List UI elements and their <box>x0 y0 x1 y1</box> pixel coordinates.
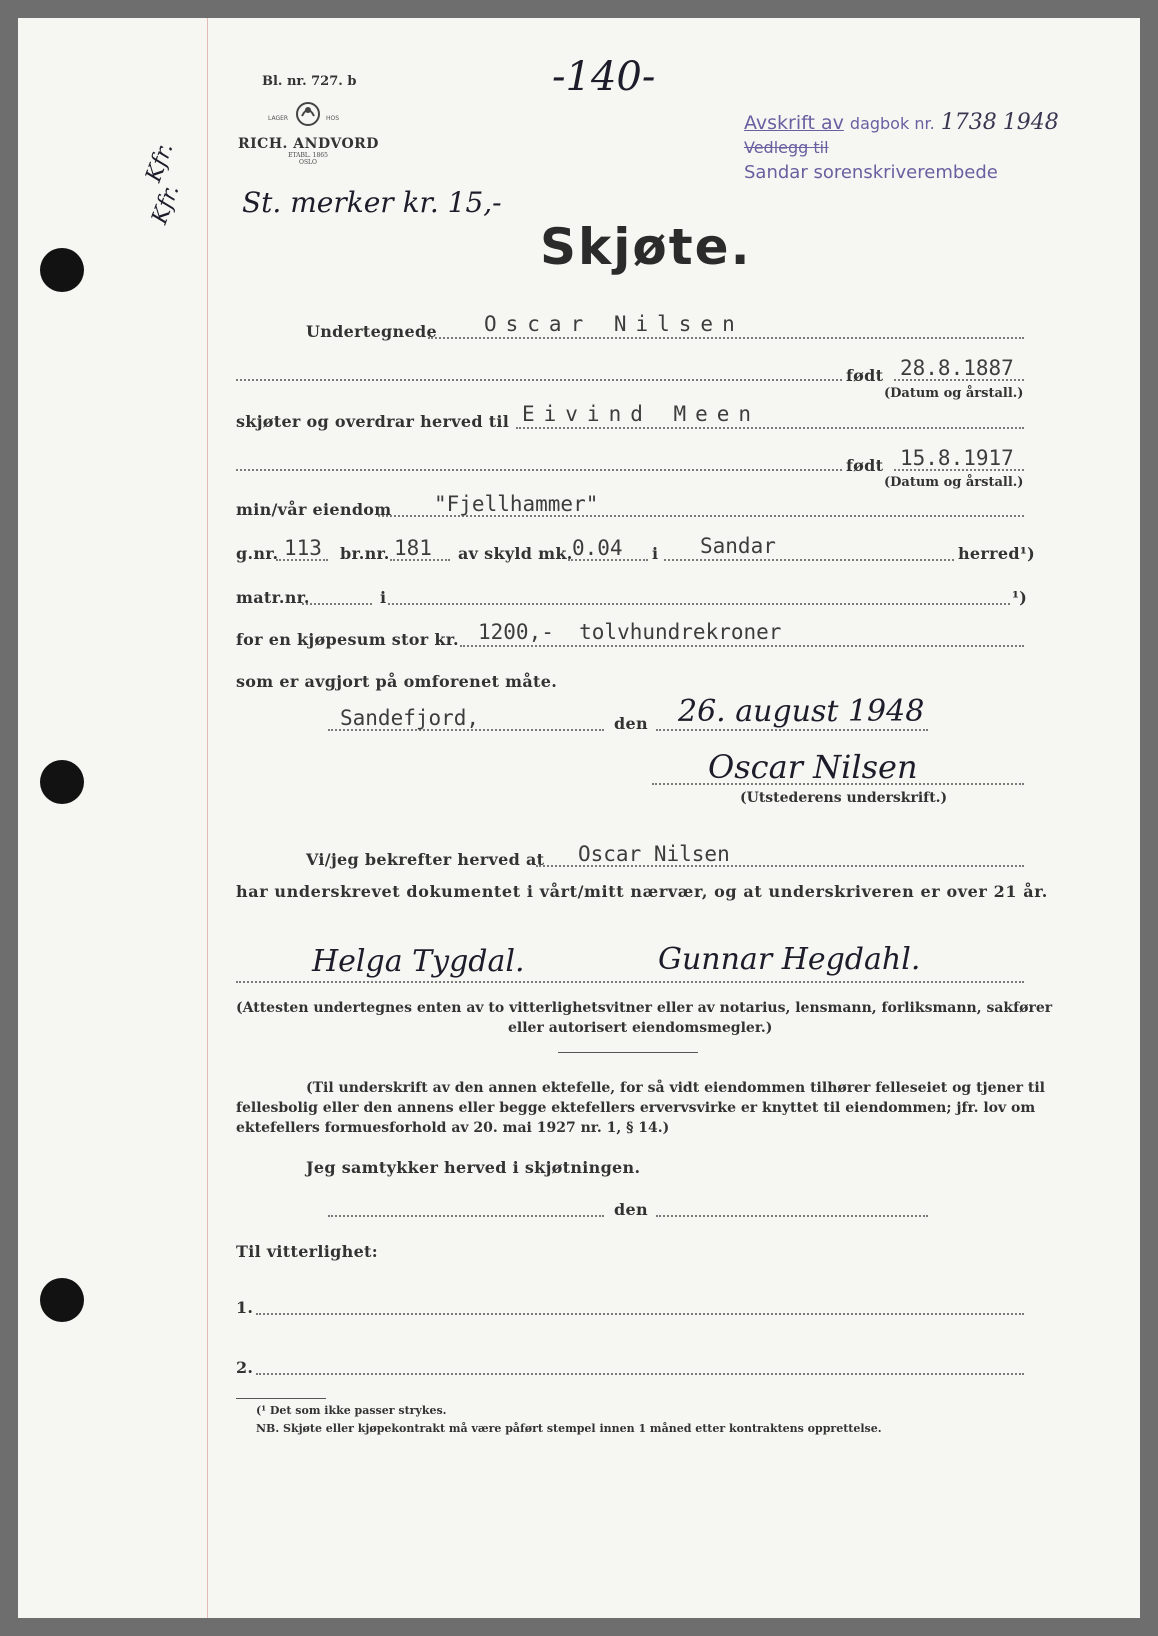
seller-born: 28.8.1887 <box>900 356 1014 380</box>
herred-name: Sandar <box>700 534 776 558</box>
footnote-1: (¹ Det som ikke passer strykes. <box>256 1404 447 1417</box>
spouse-para-2: fellesbolig eller den annens eller begge ektefellers ervervsvirke er knyttet til eiendommen; jfr. lov om <box>236 1100 1036 1116</box>
publisher-city: OSLO <box>299 159 317 166</box>
emblem-text-left: LAGER <box>268 115 289 122</box>
witnesses-label: Til vitterlighet: <box>236 1242 378 1261</box>
emblem-text-right: HOS <box>326 115 340 122</box>
stamp-dagbok-number: 1738 <box>940 110 997 135</box>
skyld-value: 0.04 <box>572 536 623 560</box>
seller-datum-hint: (Datum og årstall.) <box>884 386 1024 401</box>
place: Sandefjord, <box>340 706 480 730</box>
buyer-born: 15.8.1917 <box>900 446 1014 470</box>
footnote-2: NB. Skjøte eller kjøpekontrakt må være påført stempel innen 1 måned etter kontraktens opprettelse. <box>256 1422 882 1435</box>
witness-line-2 <box>256 1373 1024 1375</box>
spouse-para-1: (Til underskrift av den annen ektefelle, for så vidt eiendommen tilhører felleseiet og tjener til <box>306 1080 1045 1096</box>
date-den-label: den <box>614 714 648 733</box>
issuer-signature: Oscar Nilsen <box>708 748 918 786</box>
attest-note-2: eller autorisert eiendomsmegler.) <box>508 1020 773 1036</box>
publisher-logo <box>238 98 378 174</box>
matr-place-line <box>388 603 1010 605</box>
agreed-text: som er avgjort på omforenet måte. <box>236 672 558 691</box>
matr-label: matr.nr. <box>236 588 310 607</box>
witness-sig-line <box>236 981 1024 983</box>
stamp-dagbok-label: dagbok nr. <box>849 114 935 133</box>
witness-signature-1: Helga Tygdal. <box>312 944 525 979</box>
publisher-emblem-icon <box>238 98 378 132</box>
consent-place-line <box>328 1215 604 1217</box>
stamp-office: Sandar sorenskriverembede <box>744 162 998 183</box>
seller-fodt-label: født <box>846 366 884 385</box>
date-written: 26. august 1948 <box>678 694 925 729</box>
brnr-label: br.nr. <box>340 544 390 563</box>
buyer-line-2 <box>236 469 842 471</box>
buyer-fodt-label: født <box>846 456 884 475</box>
spouse-para-3: ektefellers formuesforhold av 20. mai 1927 nr. 1, § 14.) <box>236 1120 670 1136</box>
punch-hole <box>40 248 84 292</box>
witness-line-1 <box>256 1313 1024 1315</box>
publisher-name: RICH. ANDVORD <box>238 136 379 152</box>
skyld-label: av skyld mk. <box>458 544 573 563</box>
witness-line-1-label: 1. <box>236 1298 254 1317</box>
attest-label: Vi/jeg bekrefter herved at <box>306 850 545 869</box>
footnote-rule <box>236 1398 326 1399</box>
attest-name: Oscar Nilsen <box>578 842 730 866</box>
witness-signature-2: Gunnar Hegdahl. <box>658 942 921 977</box>
section-divider <box>558 1052 698 1053</box>
form-number: Bl. nr. 727. b <box>262 74 357 89</box>
stamp-year: 1948 <box>1002 110 1059 135</box>
transfer-label: skjøter og overdrar herved til <box>236 412 510 431</box>
stamp-avskrift: Avskrift av <box>744 112 844 134</box>
issuer-sig-label: (Utstederens underskrift.) <box>740 790 948 806</box>
margin-rule <box>207 18 208 1618</box>
punch-hole <box>40 760 84 804</box>
price-value: 1200,- tolvhundrekroner <box>478 620 782 644</box>
matr-line <box>302 603 372 605</box>
matr-note: ¹) <box>1012 588 1028 607</box>
witness-line-2-label: 2. <box>236 1358 254 1377</box>
stamp-fee-note: St. merker kr. 15,- <box>242 186 502 219</box>
stamp-vedlegg: Vedlegg til <box>744 138 829 157</box>
seller-line-2 <box>236 379 842 381</box>
registry-stamp <box>744 110 1059 135</box>
document-title: Skjøte. <box>540 218 752 276</box>
publisher-founded: ETABL. 1865 <box>288 152 328 159</box>
margin-note: Kfr. <box>141 139 179 186</box>
price-line <box>460 645 1024 647</box>
buyer-line <box>516 427 1024 429</box>
consent-date-line <box>656 1215 928 1217</box>
property-name: "Fjellhammer" <box>434 492 599 516</box>
herred-i-label: i <box>652 544 659 563</box>
seller-line <box>428 337 1024 339</box>
attest-text: har underskrevet dokumentet i vårt/mitt nærvær, og at underskriveren er over 21 år. <box>236 882 1048 901</box>
seller-name: Oscar Nilsen <box>484 312 744 336</box>
gnr-value: 113 <box>284 536 322 560</box>
property-label: min/vår eiendom <box>236 500 392 519</box>
spouse-consent: Jeg samtykker herved i skjøtningen. <box>306 1158 641 1177</box>
price-label: for en kjøpesum stor kr. <box>236 630 459 649</box>
consent-den-label: den <box>614 1200 648 1219</box>
matr-i-label: i <box>380 588 387 607</box>
buyer-name: Eivind Meen <box>522 402 761 426</box>
date-line <box>656 729 928 731</box>
herred-line <box>664 559 954 561</box>
attest-note-1: (Attesten undertegnes enten av to vitterlighetsvitner eller av notarius, lensmann, forliksmann, sakfører <box>236 1000 1053 1016</box>
punch-hole <box>40 1278 84 1322</box>
page-number: -140- <box>552 54 656 100</box>
herred-label: herred¹) <box>958 544 1036 563</box>
gnr-label: g.nr. <box>236 544 279 563</box>
margin-note: Kfr. <box>147 181 185 228</box>
buyer-datum-hint: (Datum og årstall.) <box>884 475 1024 490</box>
brnr-value: 181 <box>394 536 432 560</box>
undertegnede-label: Undertegnede <box>306 322 437 341</box>
